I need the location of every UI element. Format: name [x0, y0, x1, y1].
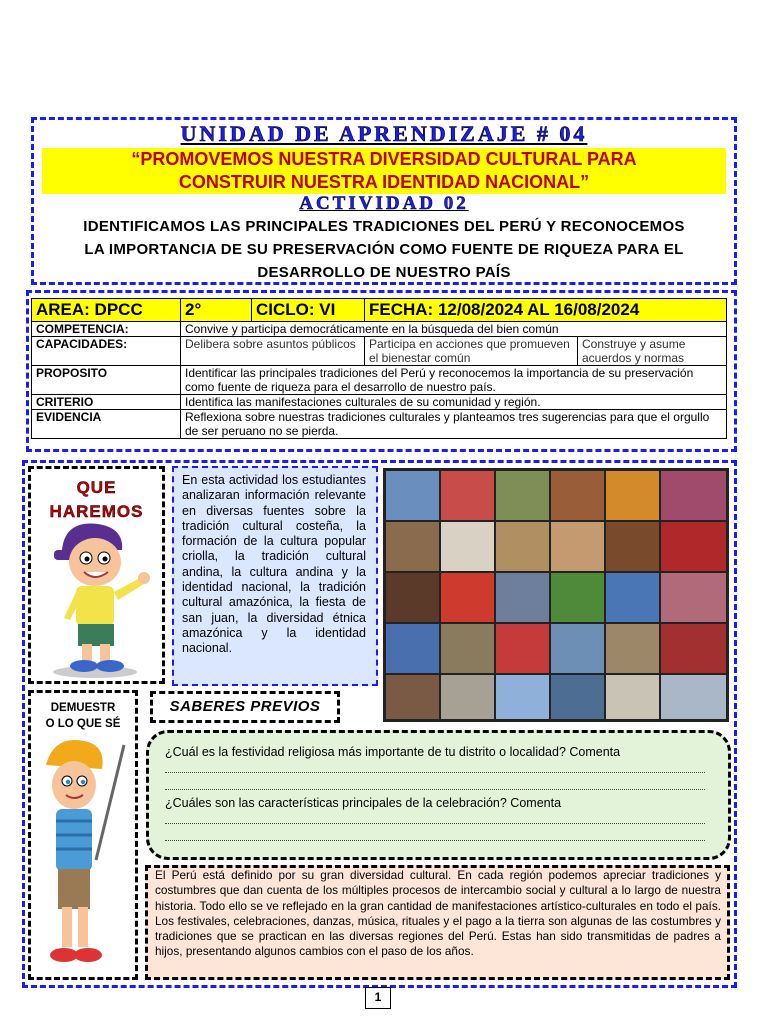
answer-line-3[interactable]: [165, 823, 705, 824]
answer-line-1[interactable]: [165, 772, 705, 773]
proposito-row: [32, 366, 727, 395]
objective-line-1: IDENTIFICAMOS LAS PRINCIPALES TRADICIONES DEL PERÚ Y RECONOCEMOS: [83, 218, 685, 235]
question-1: ¿Cuál es la festividad religiosa más importante de tu distrito o localidad? Comenta: [165, 745, 621, 759]
theme-band: [42, 148, 726, 194]
cycle-cell: CICLO: VI: [252, 299, 365, 322]
mosaic-tiles: [385, 470, 727, 720]
grade-cell: 2°: [181, 299, 252, 322]
capacidades-row: [32, 337, 727, 366]
capacidad-2: Participa en acciones que promueven el bienestar común: [365, 337, 578, 366]
evidencia-row: [32, 410, 727, 439]
reading-text: El Perú está definido por su gran diversidad cultural. En cada región podemos apreciar tradiciones y costumbres que dan cuenta de los múltiples procesos de intercambio social y cultural a lo largo de nuestra historia. Todo ello se ve reflejado en la gran cantidad de manifestaciones artístico-culturales en todo el país. Los festivales, celebraciones, danzas, música, rituales y el pago a la tierra son algunas de las costumbres y tradiciones que se practican en las diversas regiones del Perú. Estas han sido transmitidas de padres a hijos, presentando algunos cambios con el paso de los años.: [155, 868, 721, 959]
criterio-row: [32, 395, 727, 410]
info-table: [31, 298, 727, 439]
proposito-value: Identificar las principales tradiciones del Perú y reconocemos la importancia de su preservación como fuente de riqueza para el desarrollo de nuestro país.: [181, 366, 727, 395]
theme-line-1: “PROMOVEMOS NUESTRA DIVERSIDAD CULTURAL PARA: [131, 149, 637, 169]
unit-title: UNIDAD DE APRENDIZAJE # 04: [180, 121, 588, 146]
capacidad-1: Delibera sobre asuntos públicos: [181, 337, 365, 366]
boy-pointing-illustration: [40, 520, 158, 680]
intro-text: En esta actividad los estudiantes analizaran información relevante en diversas fuentes sobre la tradición cultural costeña, la formación de la cultura popular criolla, la tradición cultural andina, la cultura andina y la identidad nacional, la tradición cultural amazónica, la fiesta de san juan, la diversidad étnica amazónica y la identidad nacional.: [182, 473, 366, 656]
demuestro-label: [38, 700, 128, 732]
activity-title: ACTIVIDAD 02: [299, 193, 469, 214]
page-number: 1: [374, 990, 382, 1004]
objective-line-2: LA IMPORTANCIA DE SU PRESERVACIÓN COMO FUENTE DE RIQUEZA PARA EL: [84, 241, 684, 258]
capacidad-3: Construye y asume acuerdos y normas: [578, 337, 727, 366]
culture-photo-mosaic: [383, 468, 729, 722]
capacidades-label: CAPACIDADES:: [32, 337, 181, 366]
criterio-label: CRITERIO: [32, 395, 181, 410]
objective: [0, 216, 768, 286]
date-cell: FECHA: 12/08/2024 AL 16/08/2024: [365, 299, 727, 322]
boy-with-pointer-illustration: [36, 735, 132, 975]
objective-line-3: DESARROLLO DE NUESTRO PAÍS: [257, 264, 511, 281]
evidencia-value: Reflexiona sobre nuestras tradiciones culturales y planteamos tres sugerencias para que el orgullo de ser peruano no se pierda.: [181, 410, 727, 439]
criterio-value: Identifica las manifestaciones culturales de su comunidad y región.: [181, 395, 727, 410]
demuestro-line-1: DEMUESTR: [50, 702, 116, 714]
question-2: ¿Cuáles son las características principales de la celebración? Comenta: [165, 796, 562, 810]
competencia-label: COMPETENCIA:: [32, 322, 181, 337]
que-haremos-title-1: QUE: [76, 478, 117, 497]
proposito-label: PROPOSITO: [32, 366, 181, 395]
demuestro-line-2: O LO QUE SÉ: [45, 718, 121, 730]
evidencia-label: EVIDENCIA: [32, 410, 181, 439]
saberes-previos-label: SABERES PREVIOS: [169, 698, 321, 715]
answer-line-4[interactable]: [165, 840, 705, 841]
competencia-value: Convive y participa democráticamente en la búsqueda del bien común: [181, 322, 727, 337]
que-haremos-title-2: HAREMOS: [49, 502, 144, 521]
theme-line-2: CONSTRUIR NUESTRA IDENTIDAD NACIONAL”: [178, 172, 590, 192]
competencia-row: [32, 322, 727, 337]
answer-line-2[interactable]: [165, 789, 705, 790]
info-header-row: [32, 299, 727, 322]
area-cell: AREA: DPCC: [32, 299, 181, 322]
